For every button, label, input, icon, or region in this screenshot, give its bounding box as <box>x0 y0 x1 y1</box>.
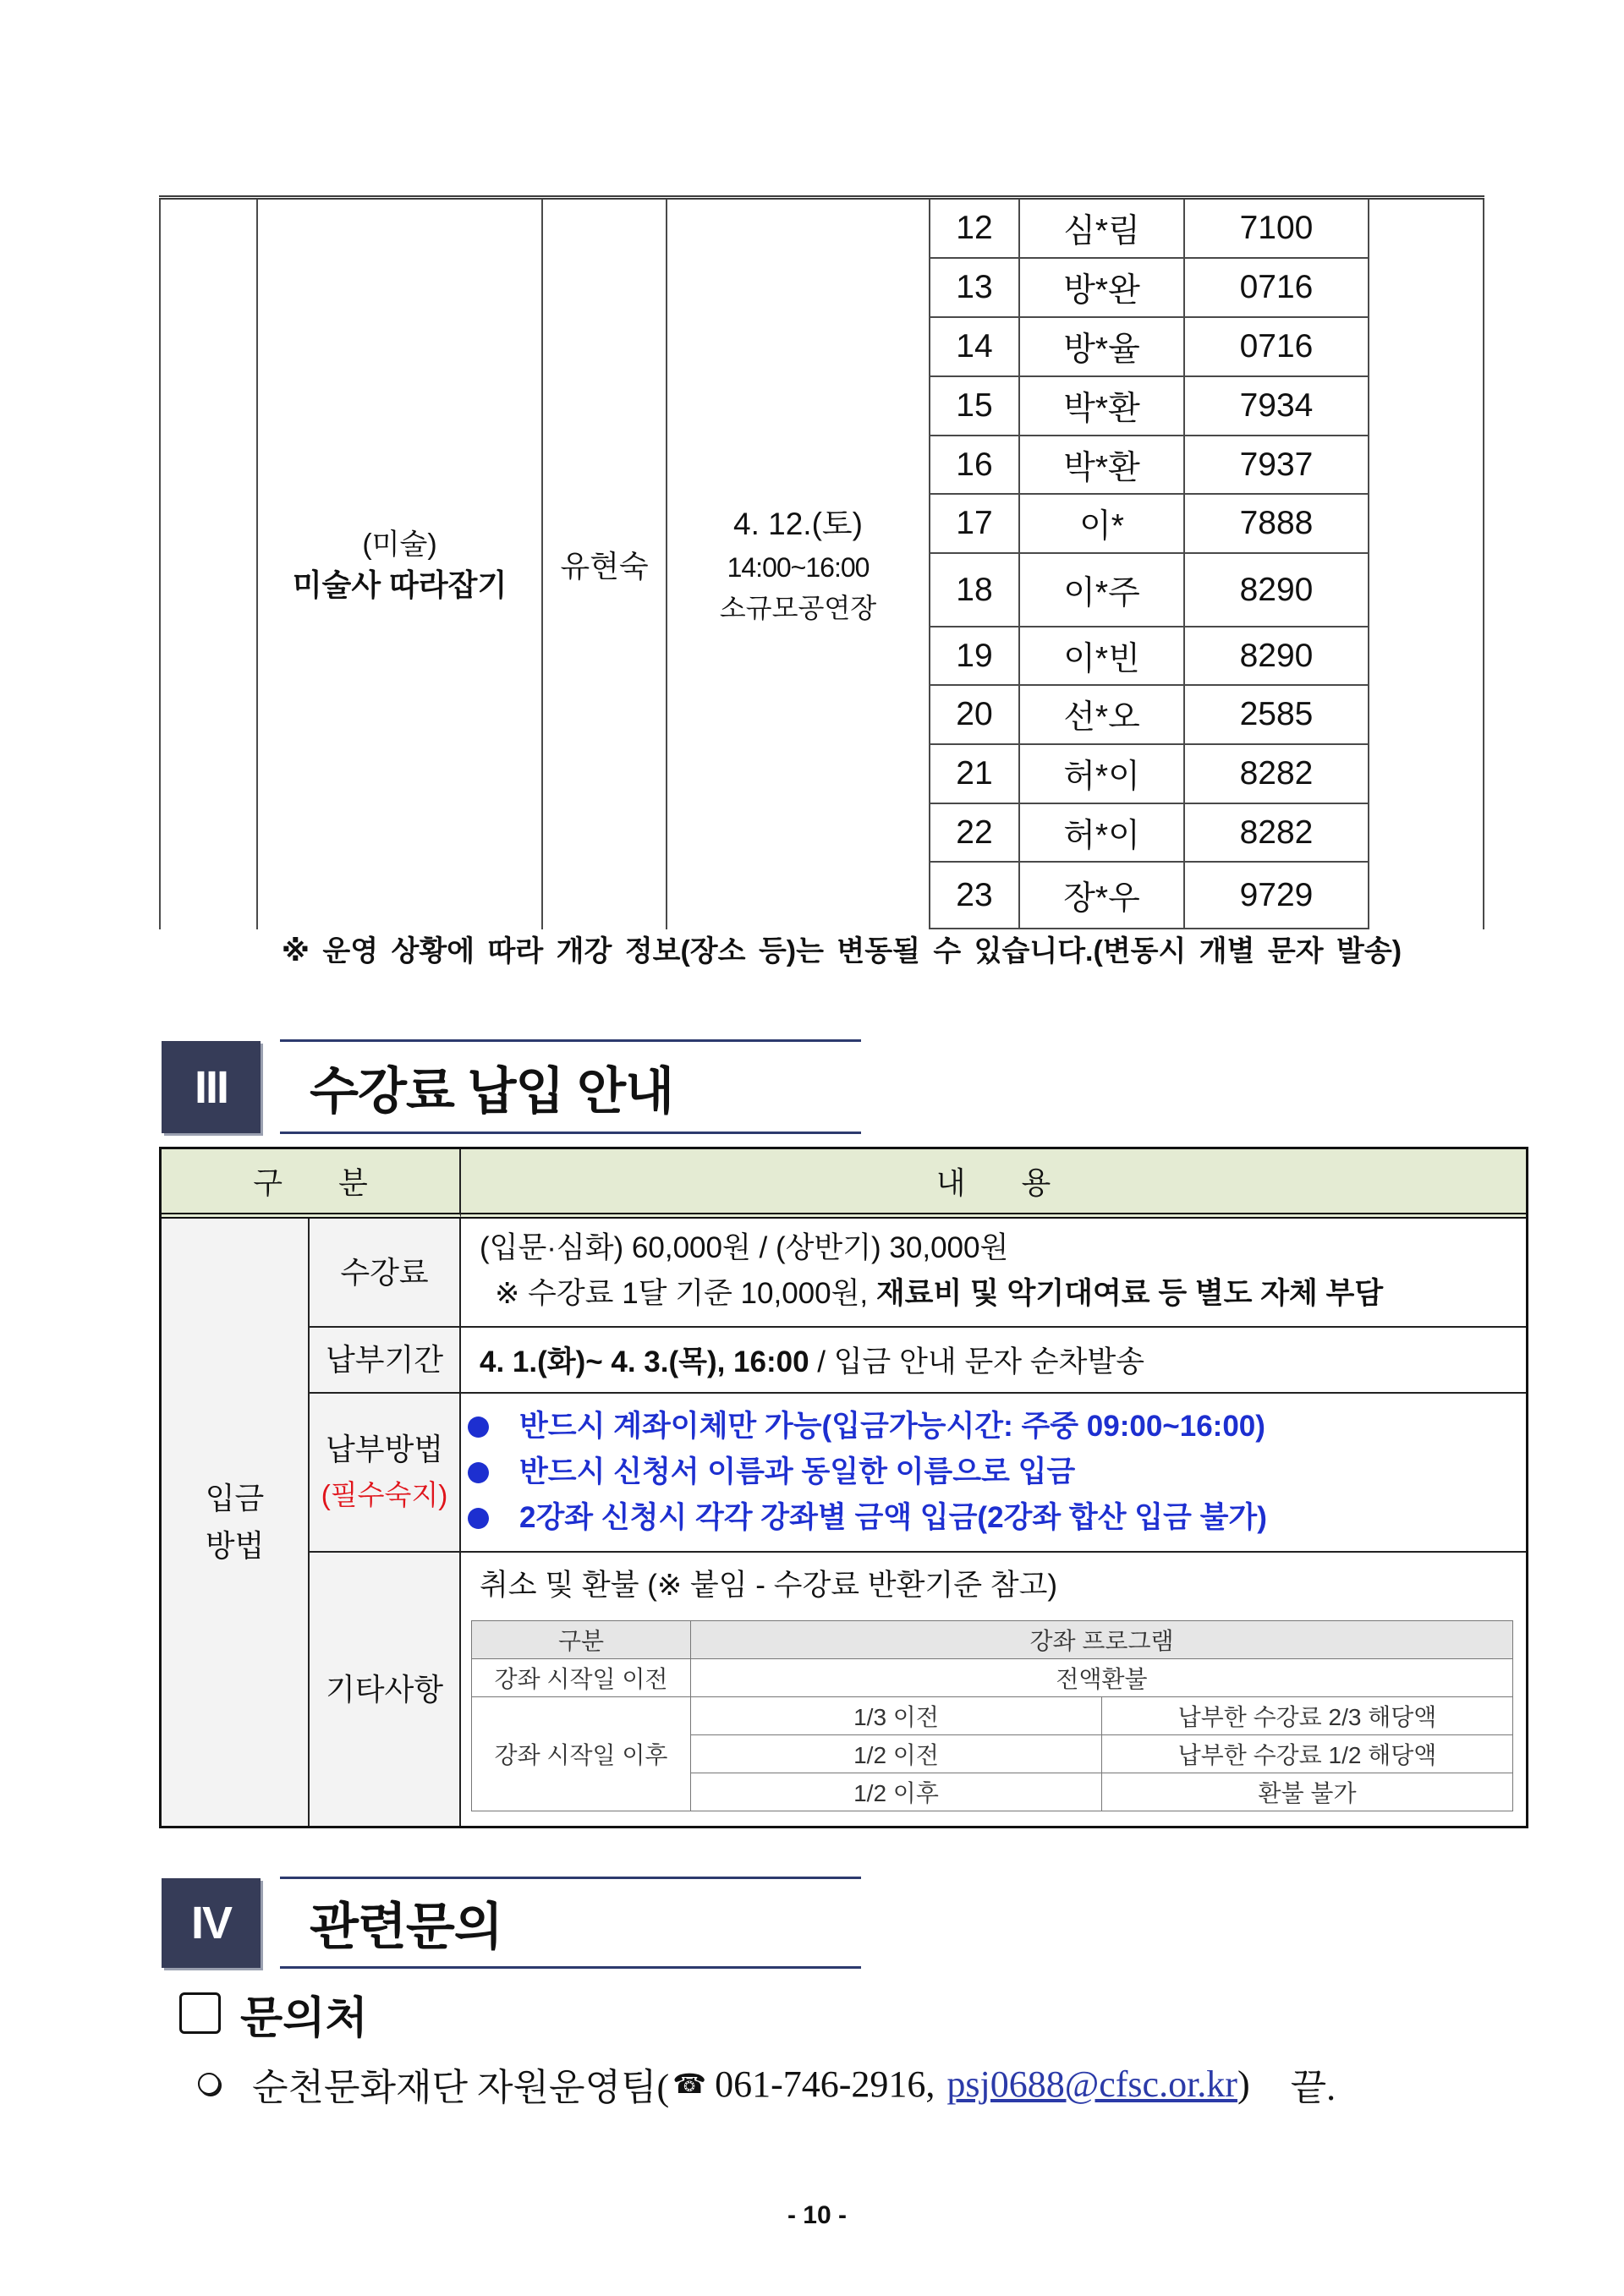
refund-header-row <box>472 1621 1513 1659</box>
method-item-text: 반드시 신청서 이름과 동일한 이름으로 입금 <box>519 1455 1076 1488</box>
attendee-name: 박*환 <box>1020 377 1185 436</box>
other-label-cell <box>310 1553 461 1826</box>
session-time: 14:00~16:00 <box>727 551 870 583</box>
attendee-no: 23 <box>930 863 1020 929</box>
fee-note-line <box>461 1271 1526 1317</box>
payment-group-label <box>162 1219 310 1826</box>
refund-amount: 환불 불가 <box>1102 1773 1513 1811</box>
period-notice: / 입금 안내 문자 순차발송 <box>809 1345 1145 1378</box>
fee-note: ※ 수강료 1달 기준 10,000원, <box>495 1277 876 1310</box>
method-content <box>461 1394 1526 1553</box>
method-item <box>461 1449 1526 1495</box>
period-content <box>461 1328 1526 1394</box>
end-mark: 끝. <box>1290 2067 1336 2108</box>
attendee-no: 13 <box>930 259 1020 318</box>
attendee-name: 장*우 <box>1020 863 1185 929</box>
header-category: 구 분 <box>162 1149 461 1219</box>
section-3-number-badge: III <box>162 1041 261 1133</box>
method-label-cell <box>310 1394 461 1553</box>
attendee-code: 8290 <box>1185 554 1369 627</box>
attendee-no: 20 <box>930 686 1020 745</box>
refund-period: 1/2 이후 <box>691 1773 1102 1811</box>
contact-email-link[interactable]: psj0688@cfsc.or.kr <box>946 2063 1237 2105</box>
attendee-no: 22 <box>930 804 1020 863</box>
table-row <box>472 1697 1513 1735</box>
bullet-icon <box>468 1462 489 1483</box>
table-row <box>472 1659 1513 1697</box>
refund-table <box>471 1620 1513 1811</box>
method-item <box>461 1495 1526 1541</box>
attendee-code: 8282 <box>1185 745 1369 804</box>
schedule-change-note: ※ 운영 상황에 따라 개강 정보(장소 등)는 변동될 수 있습니다.(변동시 개별 문자 발송) <box>281 935 1402 967</box>
attendee-name: 이*주 <box>1020 554 1185 627</box>
checkbox-icon <box>179 1992 221 2034</box>
fee-payment-table <box>159 1147 1528 1828</box>
refund-amount: 납부한 수강료 2/3 해당액 <box>1102 1697 1513 1735</box>
fee-label-cell <box>310 1219 461 1328</box>
attendee-no: 12 <box>930 200 1020 259</box>
circle-bullet-icon <box>198 2073 220 2095</box>
fee-amounts: (입문·심화) 60,000원 / (상반기) 30,000원 <box>480 1231 1009 1264</box>
refund-amount: 납부한 수강료 1/2 해당액 <box>1102 1735 1513 1773</box>
method-item-text: 2강좌 신청시 각각 강좌별 금액 입금(2강좌 합산 입금 불가) <box>519 1501 1267 1534</box>
attendee-name: 방*완 <box>1020 259 1185 318</box>
attendee-name: 방*율 <box>1020 318 1185 377</box>
fee-note-emphasis: 재료비 및 악기대여료 등 별도 자체 부담 <box>875 1277 1384 1310</box>
telephone-icon <box>672 2068 706 2100</box>
attendee-code: 7100 <box>1185 200 1369 259</box>
contact-heading: 문의처 <box>240 1993 368 2043</box>
session-date: 4. 12.(토) <box>733 506 863 541</box>
section-4-title: 관련문의 <box>310 1899 502 1955</box>
session-place: 소규모공연장 <box>719 592 877 623</box>
contact-organization: 순천문화재단 자원운영팀( <box>252 2067 670 2108</box>
refund-header-category: 구분 <box>472 1621 691 1659</box>
attendee-name: 허*이 <box>1020 745 1185 804</box>
attendee-no: 17 <box>930 495 1020 554</box>
section-3-title: 수강료 납입 안내 <box>310 1062 674 1120</box>
course-category: (미술) <box>362 528 437 561</box>
refund-after-label: 강좌 시작일 이후 <box>472 1697 691 1811</box>
payment-group-label-line1: 입금 <box>205 1481 265 1515</box>
contact-line <box>198 2060 1336 2107</box>
attendee-name: 박*환 <box>1020 436 1185 495</box>
schedule-table <box>159 195 1484 929</box>
attendee-name: 이*빈 <box>1020 627 1185 686</box>
attendee-name: 심*림 <box>1020 200 1185 259</box>
payment-group-label-line2: 방법 <box>205 1528 265 1563</box>
refund-before-label: 강좌 시작일 이전 <box>472 1659 691 1697</box>
attendee-name: 허*이 <box>1020 804 1185 863</box>
attendee-code: 0716 <box>1185 259 1369 318</box>
session-cell <box>667 200 930 929</box>
other-label: 기타사항 <box>325 1671 444 1707</box>
attendee-code: 8282 <box>1185 804 1369 863</box>
method-label: 납부방법 <box>325 1432 444 1466</box>
method-item <box>461 1404 1526 1449</box>
attendee-name: 선*오 <box>1020 686 1185 745</box>
attendee-code: 0716 <box>1185 318 1369 377</box>
bullet-icon <box>468 1417 489 1438</box>
course-title: 미술사 따라잡기 <box>292 567 508 602</box>
attendee-code: 7934 <box>1185 377 1369 436</box>
contact-close-paren: ) <box>1237 2063 1250 2105</box>
other-content <box>461 1553 1526 1826</box>
attendee-name: 이* <box>1020 495 1185 554</box>
fee-label: 수강료 <box>340 1254 429 1290</box>
blank-column <box>159 200 258 929</box>
contact-phone: 061-746-2916, <box>715 2063 935 2105</box>
refund-period: 1/2 이전 <box>691 1735 1102 1773</box>
attendee-no: 21 <box>930 745 1020 804</box>
attendee-grid <box>930 200 1369 929</box>
method-item-text: 반드시 계좌이체만 가능(입금가능시간: 주중 09:00~16:00) <box>519 1410 1265 1443</box>
attendee-code: 2585 <box>1185 686 1369 745</box>
period-label-cell <box>310 1328 461 1394</box>
instructor-cell <box>543 200 667 929</box>
attendee-no: 16 <box>930 436 1020 495</box>
attendee-code: 8290 <box>1185 627 1369 686</box>
refund-before-value: 전액환불 <box>691 1659 1513 1697</box>
fee-content <box>461 1219 1526 1328</box>
refund-header-program: 강좌 프로그램 <box>691 1621 1513 1659</box>
attendee-code: 7937 <box>1185 436 1369 495</box>
instructor-name: 유현숙 <box>560 549 649 584</box>
attendee-code: 9729 <box>1185 863 1369 929</box>
section-4-number-badge: IV <box>162 1878 261 1968</box>
required-notice: (필수숙지) <box>321 1479 448 1510</box>
refund-period: 1/3 이전 <box>691 1697 1102 1735</box>
period-label: 납부기간 <box>325 1342 444 1377</box>
page-number: - 10 - <box>787 2201 848 2229</box>
attendee-no: 14 <box>930 318 1020 377</box>
period-dates: 4. 1.(화)~ 4. 3.(목), 16:00 <box>480 1345 809 1378</box>
attendee-code: 7888 <box>1185 495 1369 554</box>
bullet-icon <box>468 1508 489 1529</box>
refund-intro: 취소 및 환불 (※ 붙임 - 수강료 반환기준 참고) <box>480 1569 1058 1602</box>
course-cell <box>258 200 543 929</box>
attendee-no: 19 <box>930 627 1020 686</box>
attendee-no: 15 <box>930 377 1020 436</box>
attendee-no: 18 <box>930 554 1020 627</box>
header-content: 내 용 <box>461 1149 1526 1219</box>
remarks-column <box>1369 200 1484 929</box>
